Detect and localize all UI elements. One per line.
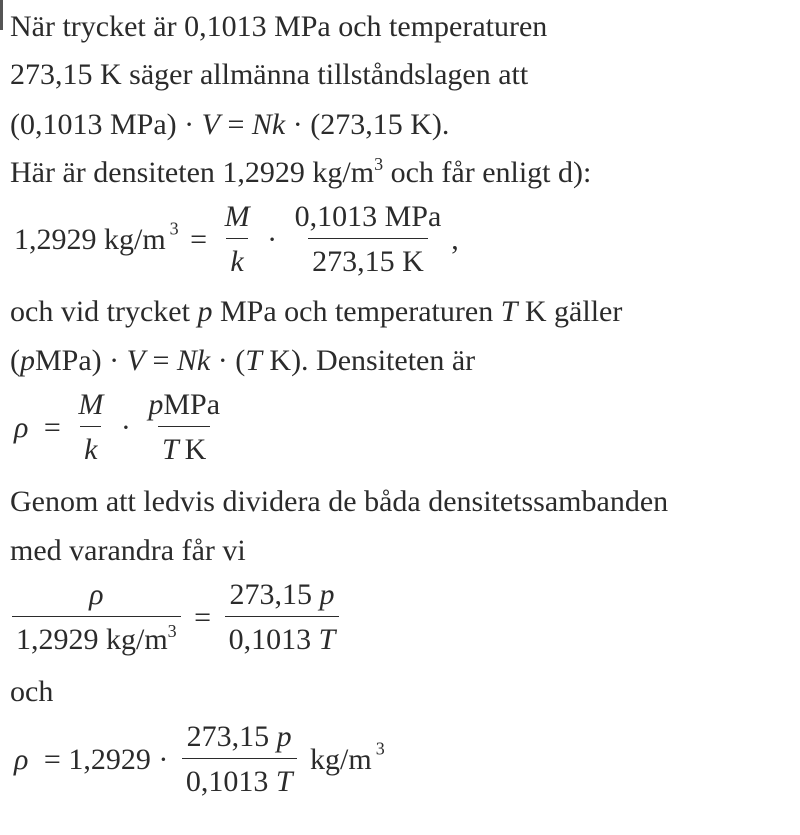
text-line-2: 273,15 K säger allmänna tillståndslagen att xyxy=(10,58,529,91)
equation-1: 1,2929 kg/m $^3$ = $\frac{M}{k}$ · $\frac{\text{0,1013 MPa}}{273,15 K}$ , xyxy=(14,200,459,278)
fraction-rho-over-density: $\frac{\rho}{1,2929 kg/m^3}$ xyxy=(12,580,181,655)
fraction-m-over-k: $\frac{M}{k}$ xyxy=(224,200,250,278)
fraction-ratio: $\frac{273,15 p}{0,1013 T}$ xyxy=(182,722,297,797)
equation-3: $\frac{\rho}{1,2929 kg/m^3}$ = $\frac{273,15 p}{0,1013 T}$ xyxy=(10,580,341,655)
fraction-ratio: $\frac{273,15 p}{0,1013 T}$ xyxy=(225,580,340,655)
equation-4: ρ = 1,2929 · $\frac{273,15 p}{0,1013 T}$ kg/m $^3$ xyxy=(14,720,385,798)
equation-2: ρ = $\frac{M}{k}$ · $\frac{\text{pMPa}}{\text{T K}}$ xyxy=(10,390,226,465)
text-line-6: och vid trycket p MPa och temperaturen T K gäller xyxy=(10,295,623,328)
text-line-4: Här är densiteten 1,2929 $kg/m^3$ och får enligt d): xyxy=(10,154,592,189)
text-line-10: med varandra får vi xyxy=(10,534,246,567)
text-line-3: (0,1013 MPa) · V = Nk · (273,15 K). xyxy=(10,108,450,141)
fraction-m-over-k: $\frac{M}{k}$ xyxy=(78,388,104,466)
fraction-pressure-over-temperature: $\frac{\text{0,1013 MPa}}{273,15 K}$ xyxy=(294,200,442,278)
text-line-1: När trycket är 0,1013 MPa och temperaturen xyxy=(10,10,548,43)
fraction-pmpa-over-tk: $\frac{\text{pMPa}}{\text{T K}}$ xyxy=(148,388,221,466)
text-line-7: (pMPa) · V = Nk · (T K). Densiteten är xyxy=(10,344,476,377)
text-line-9: Genom att ledvis dividera de båda densitetssambanden xyxy=(10,485,669,518)
left-edge-mark xyxy=(0,0,3,30)
text-line-12: och xyxy=(10,675,54,708)
